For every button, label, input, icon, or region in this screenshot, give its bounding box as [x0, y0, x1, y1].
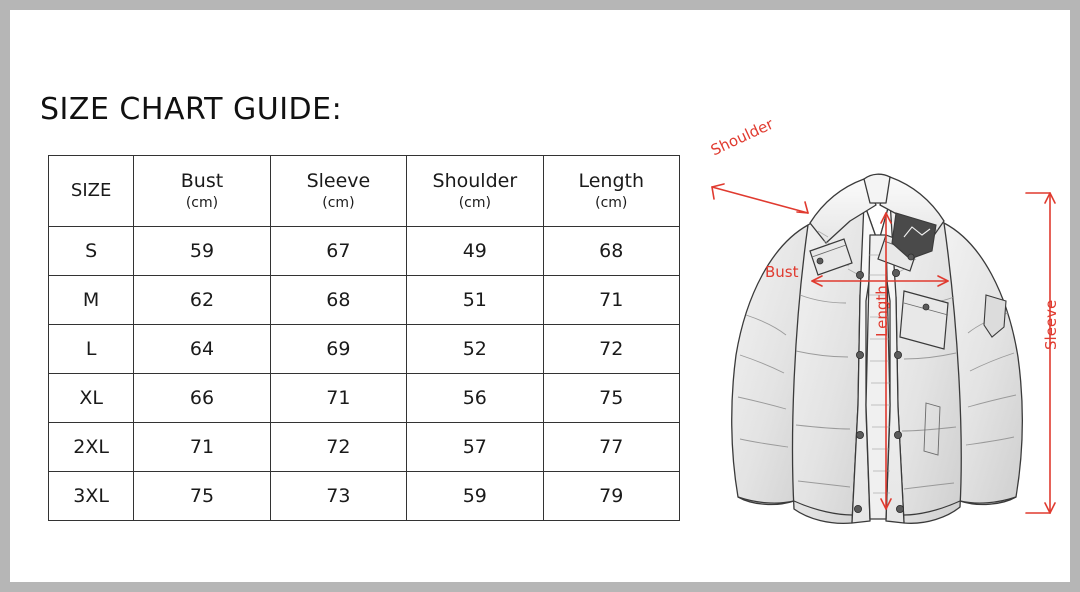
- annotation-shoulder: Shoulder: [708, 114, 777, 160]
- cell-bust: 71: [134, 423, 270, 472]
- cell-size: S: [49, 227, 134, 276]
- cell-length: 75: [543, 374, 679, 423]
- column-header-bust-unit: (cm): [185, 194, 219, 211]
- table-header-row: [49, 156, 680, 227]
- cell-sleeve: 73: [270, 472, 406, 521]
- page-title: SIZE CHART GUIDE:: [40, 92, 343, 127]
- table-row: [49, 423, 680, 472]
- column-header-shoulder: [407, 156, 543, 227]
- column-header-bust-label: Bust: [180, 170, 224, 193]
- cell-size: L: [49, 325, 134, 374]
- cell-bust: 59: [134, 227, 270, 276]
- cell-bust: 64: [134, 325, 270, 374]
- cell-shoulder: 59: [407, 472, 543, 521]
- annotation-length: Length: [873, 285, 891, 337]
- cell-size: M: [49, 276, 134, 325]
- table-row: [49, 227, 680, 276]
- cell-shoulder: 56: [407, 374, 543, 423]
- size-chart-table: [48, 155, 680, 521]
- cell-size: 2XL: [49, 423, 134, 472]
- table-head: [49, 156, 680, 227]
- column-header-bust: [134, 156, 270, 227]
- table-row: [49, 276, 680, 325]
- table-row: [49, 325, 680, 374]
- annotation-sleeve: Sleeve: [1042, 299, 1060, 350]
- cell-length: 77: [543, 423, 679, 472]
- cell-length: 79: [543, 472, 679, 521]
- column-header-length-label: Length: [578, 170, 645, 193]
- cell-length: 71: [543, 276, 679, 325]
- table-row: [49, 374, 680, 423]
- column-header-length-unit: (cm): [595, 194, 628, 211]
- cell-size: XL: [49, 374, 134, 423]
- cell-shoulder: 52: [407, 325, 543, 374]
- cell-size: 3XL: [49, 472, 134, 521]
- cell-shoulder: 49: [407, 227, 543, 276]
- table-body: [49, 227, 680, 521]
- cell-length: 68: [543, 227, 679, 276]
- column-header-length: [543, 156, 679, 227]
- cell-shoulder: 51: [407, 276, 543, 325]
- size-chart-card: [10, 10, 1070, 582]
- cell-sleeve: 68: [270, 276, 406, 325]
- annotation-bust: Bust: [765, 263, 799, 281]
- cell-sleeve: 71: [270, 374, 406, 423]
- cell-length: 72: [543, 325, 679, 374]
- column-header-sleeve-unit: (cm): [322, 194, 355, 211]
- table-row: [49, 472, 680, 521]
- cell-bust: 62: [134, 276, 270, 325]
- jacket-illustration: [690, 105, 1080, 545]
- column-header-shoulder-unit: (cm): [458, 194, 491, 211]
- cell-shoulder: 57: [407, 423, 543, 472]
- cell-bust: 66: [134, 374, 270, 423]
- column-header-shoulder-label: Shoulder: [432, 170, 518, 193]
- column-header-size: SIZE: [49, 156, 134, 227]
- cell-sleeve: 72: [270, 423, 406, 472]
- cell-sleeve: 67: [270, 227, 406, 276]
- cell-sleeve: 69: [270, 325, 406, 374]
- column-header-sleeve: [270, 156, 406, 227]
- cell-bust: 75: [134, 472, 270, 521]
- column-header-sleeve-label: Sleeve: [306, 170, 371, 193]
